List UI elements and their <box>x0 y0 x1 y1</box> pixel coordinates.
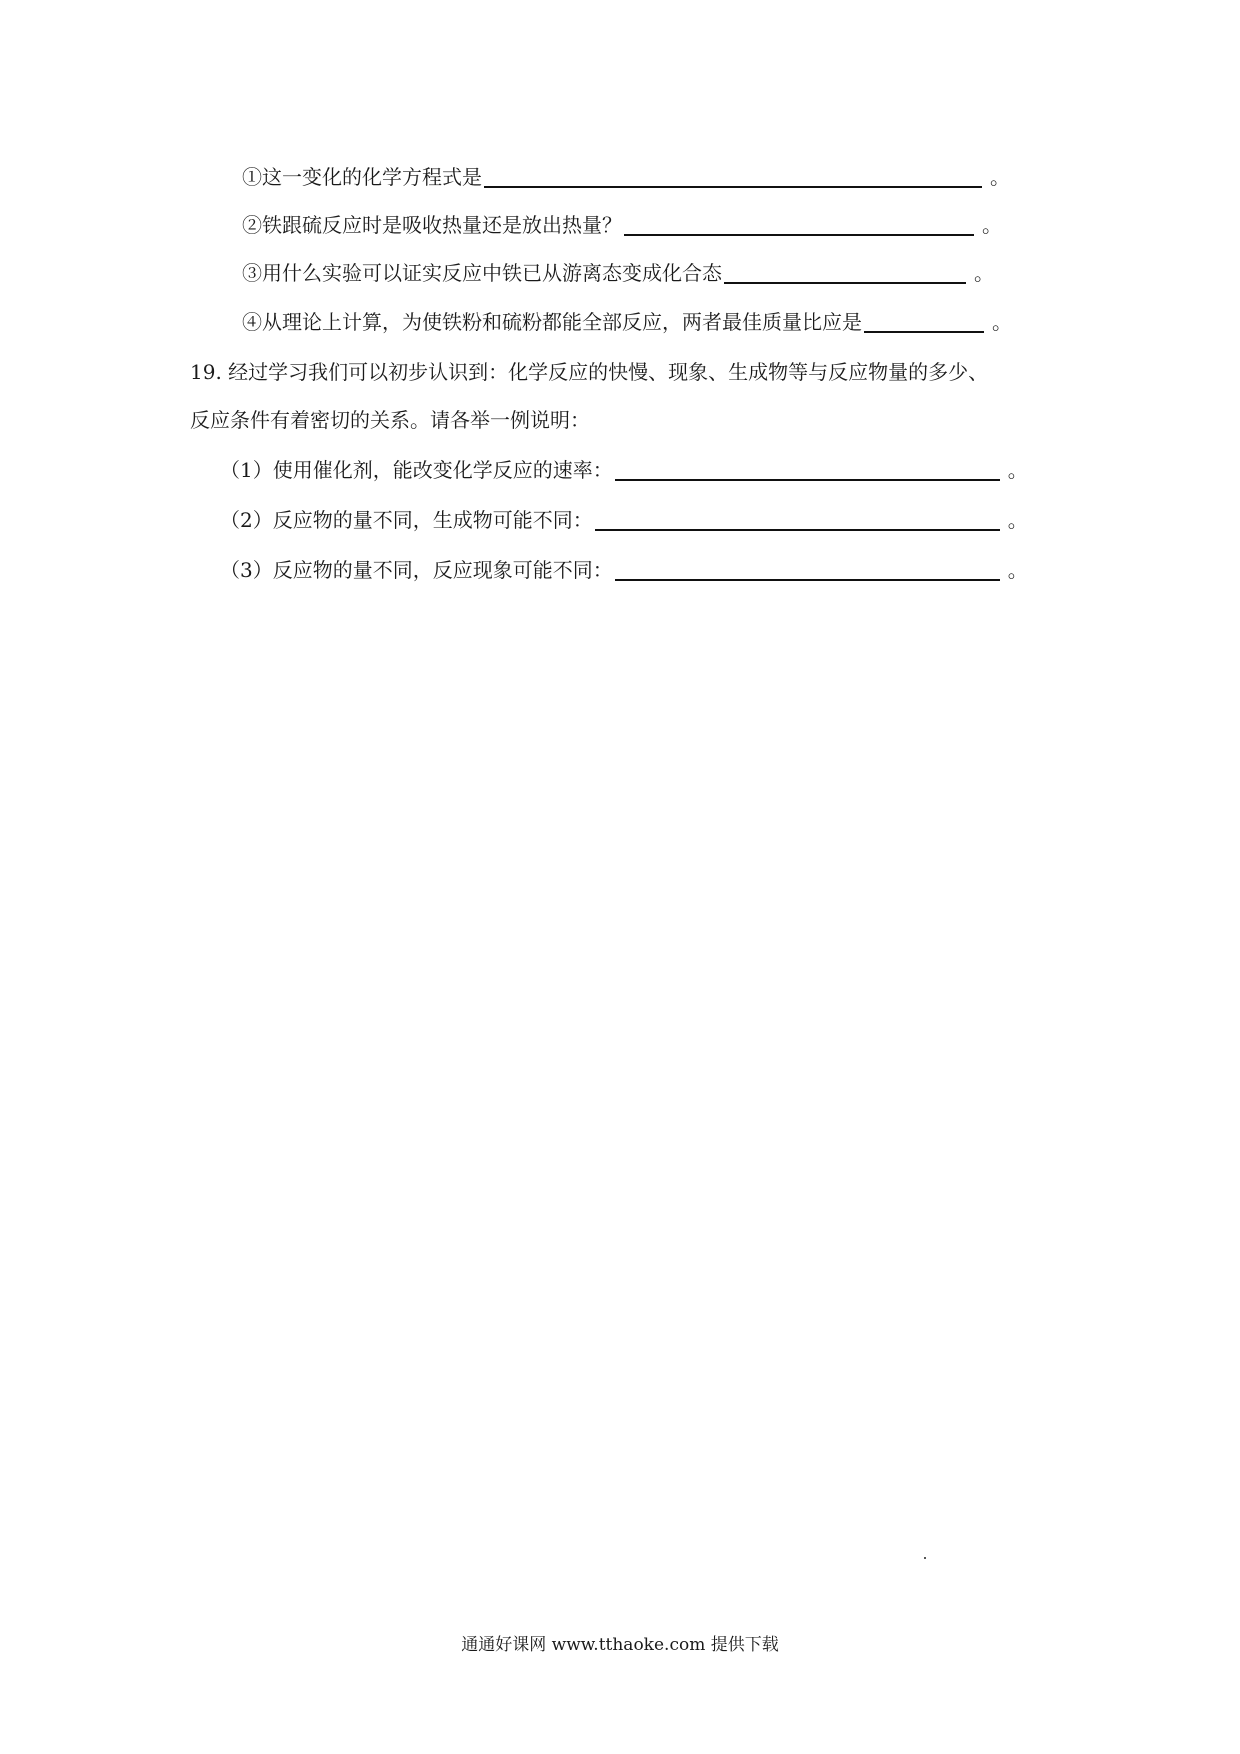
q19-part-2 <box>220 505 1028 535</box>
answer-blank[interactable] <box>615 557 1000 581</box>
period: 。 <box>992 310 1012 334</box>
q18-item-1-text: ①这一变化的化学方程式是 <box>242 165 482 189</box>
q19-stem-line-1 <box>190 357 988 387</box>
q19-part-1-text: （1）使用催化剂，能改变化学反应的速率： <box>220 458 613 482</box>
q18-item-3 <box>242 258 994 288</box>
q18-item-4-text: ④从理论上计算，为使铁粉和硫粉都能全部反应，两者最佳质量比应是 <box>242 310 862 334</box>
q19-part-3-text: （3）反应物的量不同，反应现象可能不同： <box>220 558 613 582</box>
scan-speck <box>924 1557 926 1559</box>
q18-item-4 <box>242 307 1012 337</box>
q18-item-3-text: ③用什么实验可以证实反应中铁已从游离态变成化合态 <box>242 261 722 285</box>
answer-blank[interactable] <box>484 164 982 188</box>
period: 。 <box>990 165 1010 189</box>
period: 。 <box>974 261 994 285</box>
answer-blank[interactable] <box>595 507 1000 531</box>
q18-item-2 <box>242 210 1002 240</box>
page-footer: 通通好课网 www.tthaoke.com 提供下载 <box>461 1635 779 1655</box>
q18-item-1 <box>242 162 1010 192</box>
answer-blank[interactable] <box>624 212 974 236</box>
answer-blank[interactable] <box>724 260 966 284</box>
period: 。 <box>982 213 1002 237</box>
q19-stem-line-2 <box>190 405 590 435</box>
q19-part-1 <box>220 455 1028 485</box>
q19-part-3 <box>220 555 1028 585</box>
q19-part-2-text: （2）反应物的量不同，生成物可能不同： <box>220 508 593 532</box>
period: 。 <box>1007 508 1028 532</box>
q19-stem-text-1: 19. 经过学习我们可以初步认识到：化学反应的快慢、现象、生成物等与反应物量的多少、 <box>190 360 989 384</box>
period: 。 <box>1007 558 1028 582</box>
q19-stem-text-2: 反应条件有着密切的关系。请各举一例说明： <box>190 408 590 432</box>
answer-blank[interactable] <box>864 309 984 333</box>
period: 。 <box>1007 458 1028 482</box>
answer-blank[interactable] <box>615 457 1000 481</box>
q18-item-2-text: ②铁跟硫反应时是吸收热量还是放出热量？ <box>242 213 622 237</box>
